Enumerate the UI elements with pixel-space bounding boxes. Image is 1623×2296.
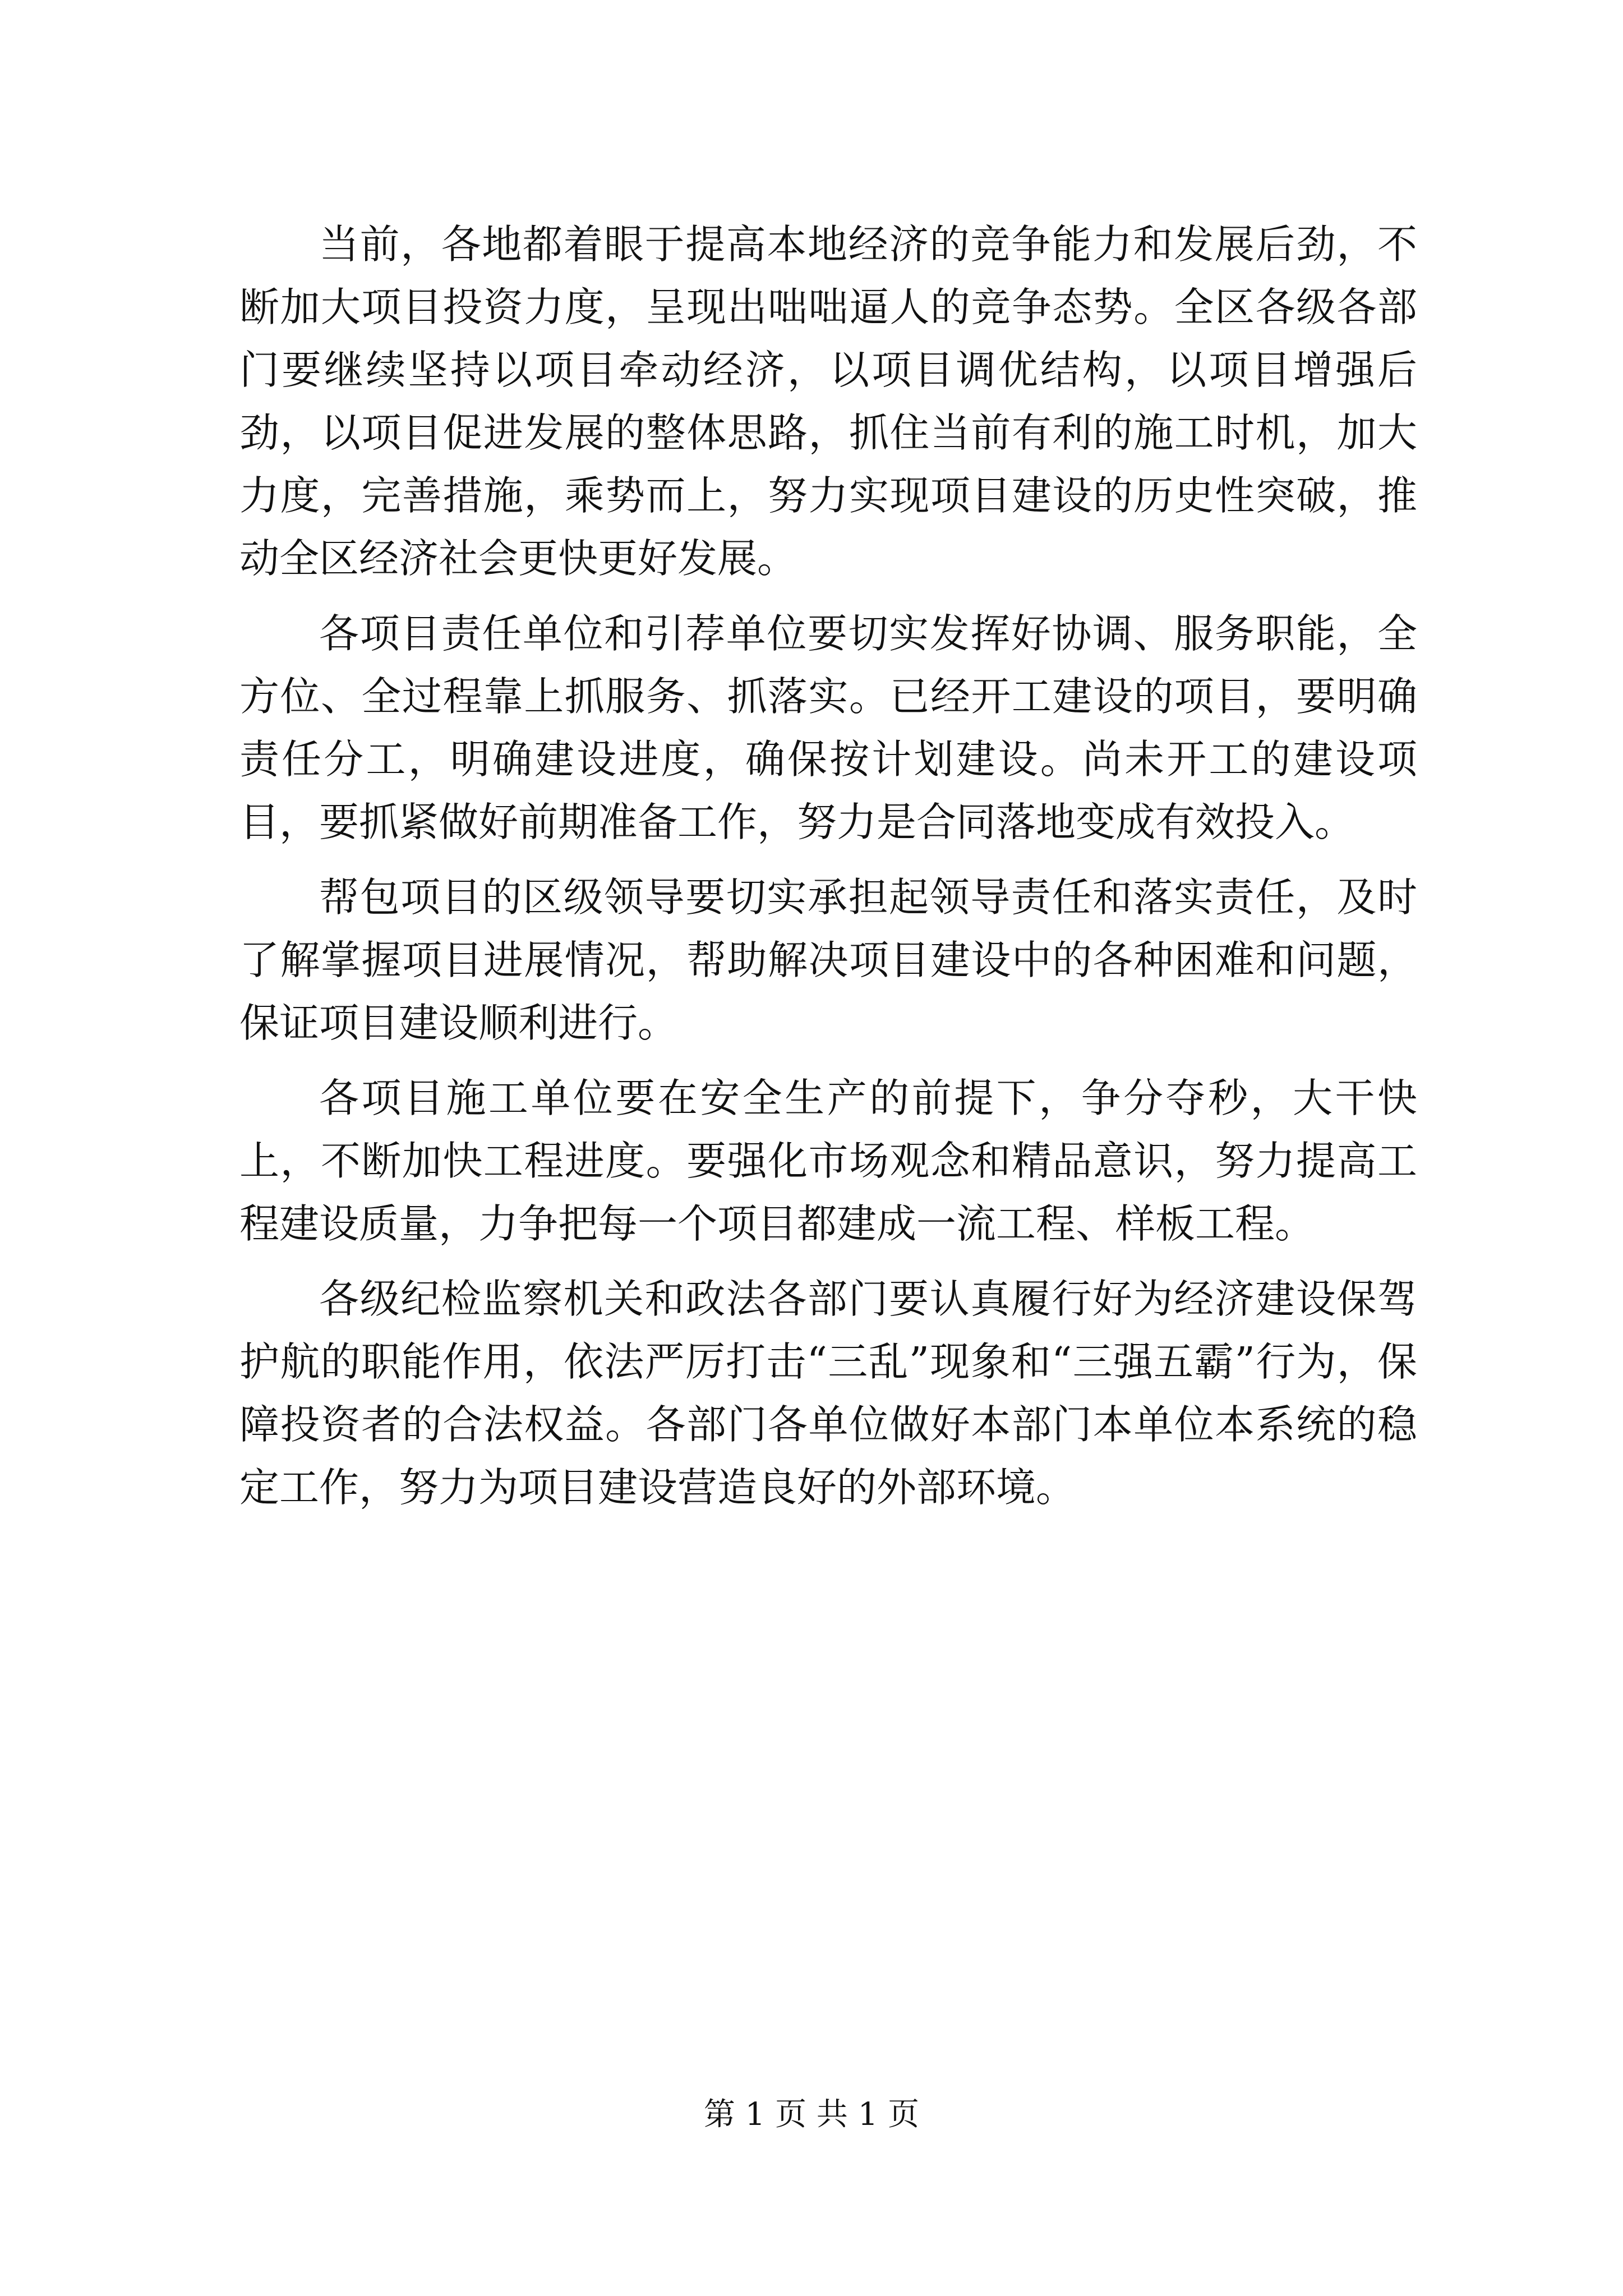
page-number-footer: 第 1 页 共 1 页 — [703, 2096, 920, 2133]
paragraph-4: 各项目施工单位要在安全生产的前提下，争分夺秒，大干快上，不断加快工程进度。要强化市场观念和精品意识，努力提高工程建设质量，力争把每一个项目都建成一流工程、样板工程。 — [239, 1075, 1417, 1247]
document-body — [239, 213, 1417, 1531]
paragraph-5: 各级纪检监察机关和政法各部门要认真履行好为经济建设保驾护航的职能作用，依法严厉打击“三乱”现象和“三强五霸”行为，保障投资者的合法权益。各部门各单位做好本部门本单位本系统的稳定工作，努力为项目建设营造良好的外部环境。 — [239, 1276, 1417, 1511]
paragraph-1: 当前，各地都着眼于提高本地经济的竞争能力和发展后劲，不断加大项目投资力度，呈现出咄咄逼人的竞争态势。全区各级各部门要继续坚持以项目牵动经济，以项目调优结构，以项目增强后劲，以项目促进发展的整体思路，抓住当前有利的施工时机，加大力度，完善措施，乘势而上，努力实现项目建设的历史性突破，推动全区经济社会更快更好发展。 — [239, 221, 1417, 582]
paragraph-3: 帮包项目的区级领导要切实承担起领导责任和落实责任，及时了解掌握项目进展情况，帮助解决项目建设中的各种困难和问题，保证项目建设顺利进行。 — [239, 874, 1417, 1046]
paragraph-2: 各项目责任单位和引荐单位要切实发挥好协调、服务职能，全方位、全过程靠上抓服务、抓落实。已经开工建设的项目，要明确责任分工，明确建设进度，确保按计划建设。尚未开工的建设项目，要抓紧做好前期准备工作，努力是合同落地变成有效投入。 — [239, 610, 1417, 845]
